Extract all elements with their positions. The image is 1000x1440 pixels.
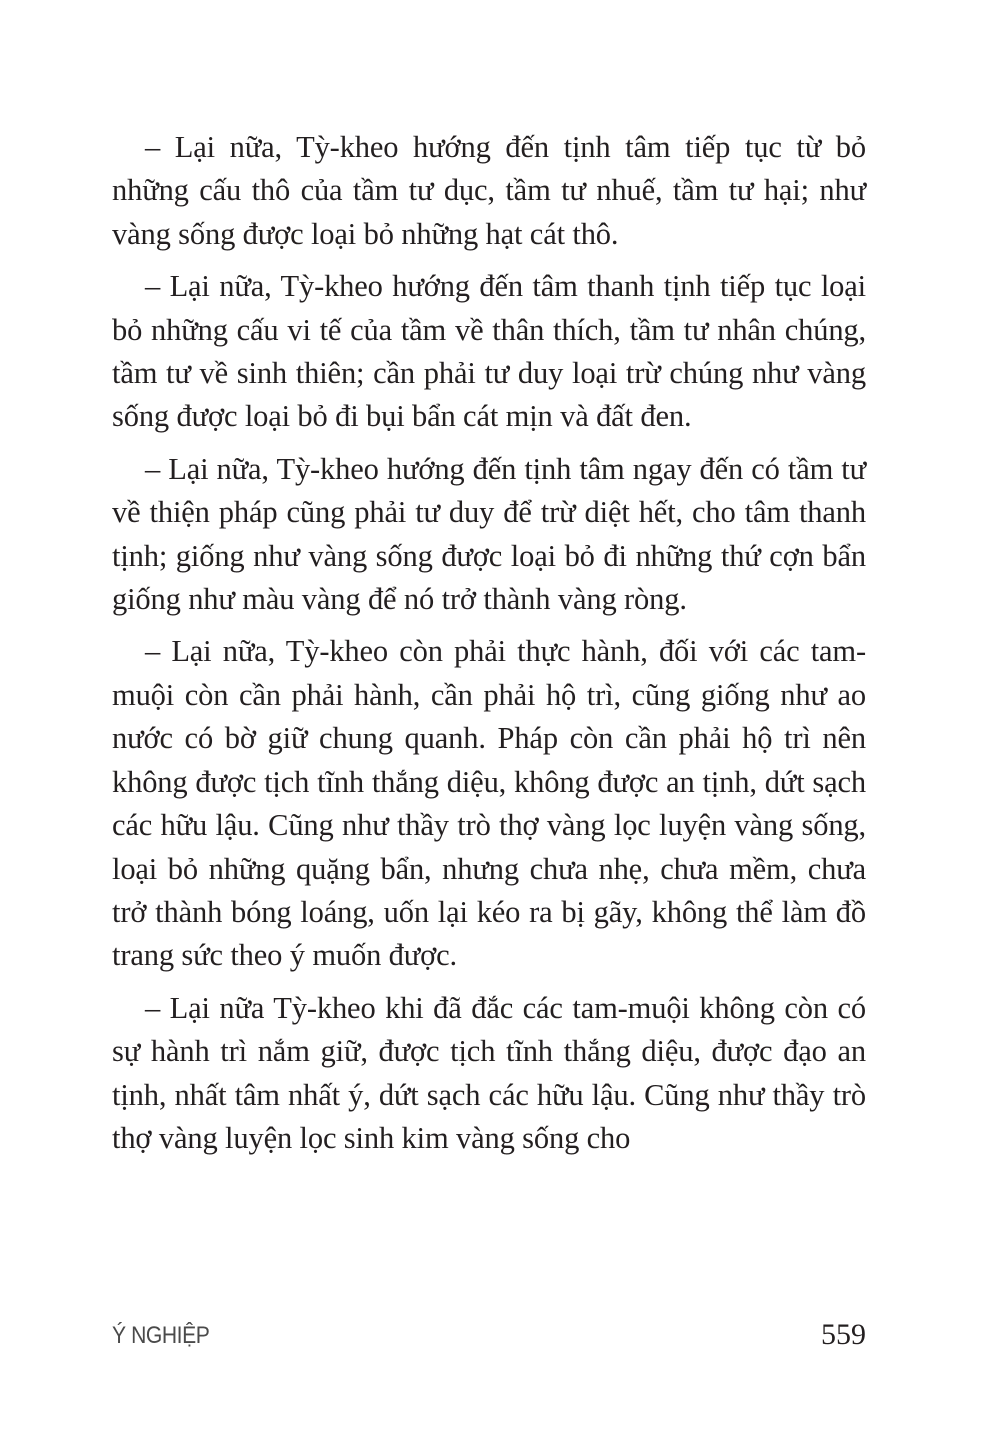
page-footer xyxy=(112,1318,866,1358)
page-number: 559 xyxy=(821,1318,866,1351)
paragraph: – Lại nữa Tỳ-kheo khi đã đắc các tam-muội không còn có sự hành trì nắm giữ, được tịch tĩnh thắng diệu, được đạo an tịnh, nhất tâm nhất ý, dứt sạch các hữu lậu. Cũng như thầy trò thợ vàng luyện lọc sinh kim vàng sống cho xyxy=(112,990,866,1155)
paragraph: – Lại nữa, Tỳ-kheo hướng đến tịnh tâm tiếp tục từ bỏ những cấu thô của tầm tư dục, tầm tư nhuế, tầm tư hại; như vàng sống được loại bỏ những hạt cát thô. xyxy=(112,130,866,251)
paragraph: – Lại nữa, Tỳ-kheo hướng đến tâm thanh tịnh tiếp tục loại bỏ những cấu vi tế của tầm về thân thích, tầm tư nhân chúng, tầm tư về sinh thiên; cần phải tư duy loại trừ chúng như vàng sống được loại bỏ đi bụi bẩn cát mịn và đất đen. xyxy=(112,269,866,434)
paragraph: – Lại nữa, Tỳ-kheo còn phải thực hành, đối với các tam-muội còn cần phải hành, cần phải hộ trì, cũng giống như ao nước có bờ giữ chung quanh. Pháp còn cần phải hộ trì nên không được tịch tĩnh thắng diệu, không được an tịnh, dứt sạch các hữu lậu. Cũng như thầy trò thợ vàng lọc luyện vàng sống, loại bỏ những quặng bẩn, nhưng chưa nhẹ, chưa mềm, chưa trở thành bóng loáng, uốn lại kéo ra bị gãy, không thể làm đồ trang sức theo ý muốn được. xyxy=(112,634,866,973)
page-body xyxy=(112,126,866,1169)
paragraph: – Lại nữa, Tỳ-kheo hướng đến tịnh tâm ngay đến có tầm tư về thiện pháp cũng phải tư duy để trừ diệt hết, cho tâm thanh tịnh; giống như vàng sống được loại bỏ đi những thứ cợn bẩn giống như màu vàng để nó trở thành vàng ròng. xyxy=(112,451,866,617)
running-head: Ý NGHIỆP xyxy=(112,1322,210,1349)
